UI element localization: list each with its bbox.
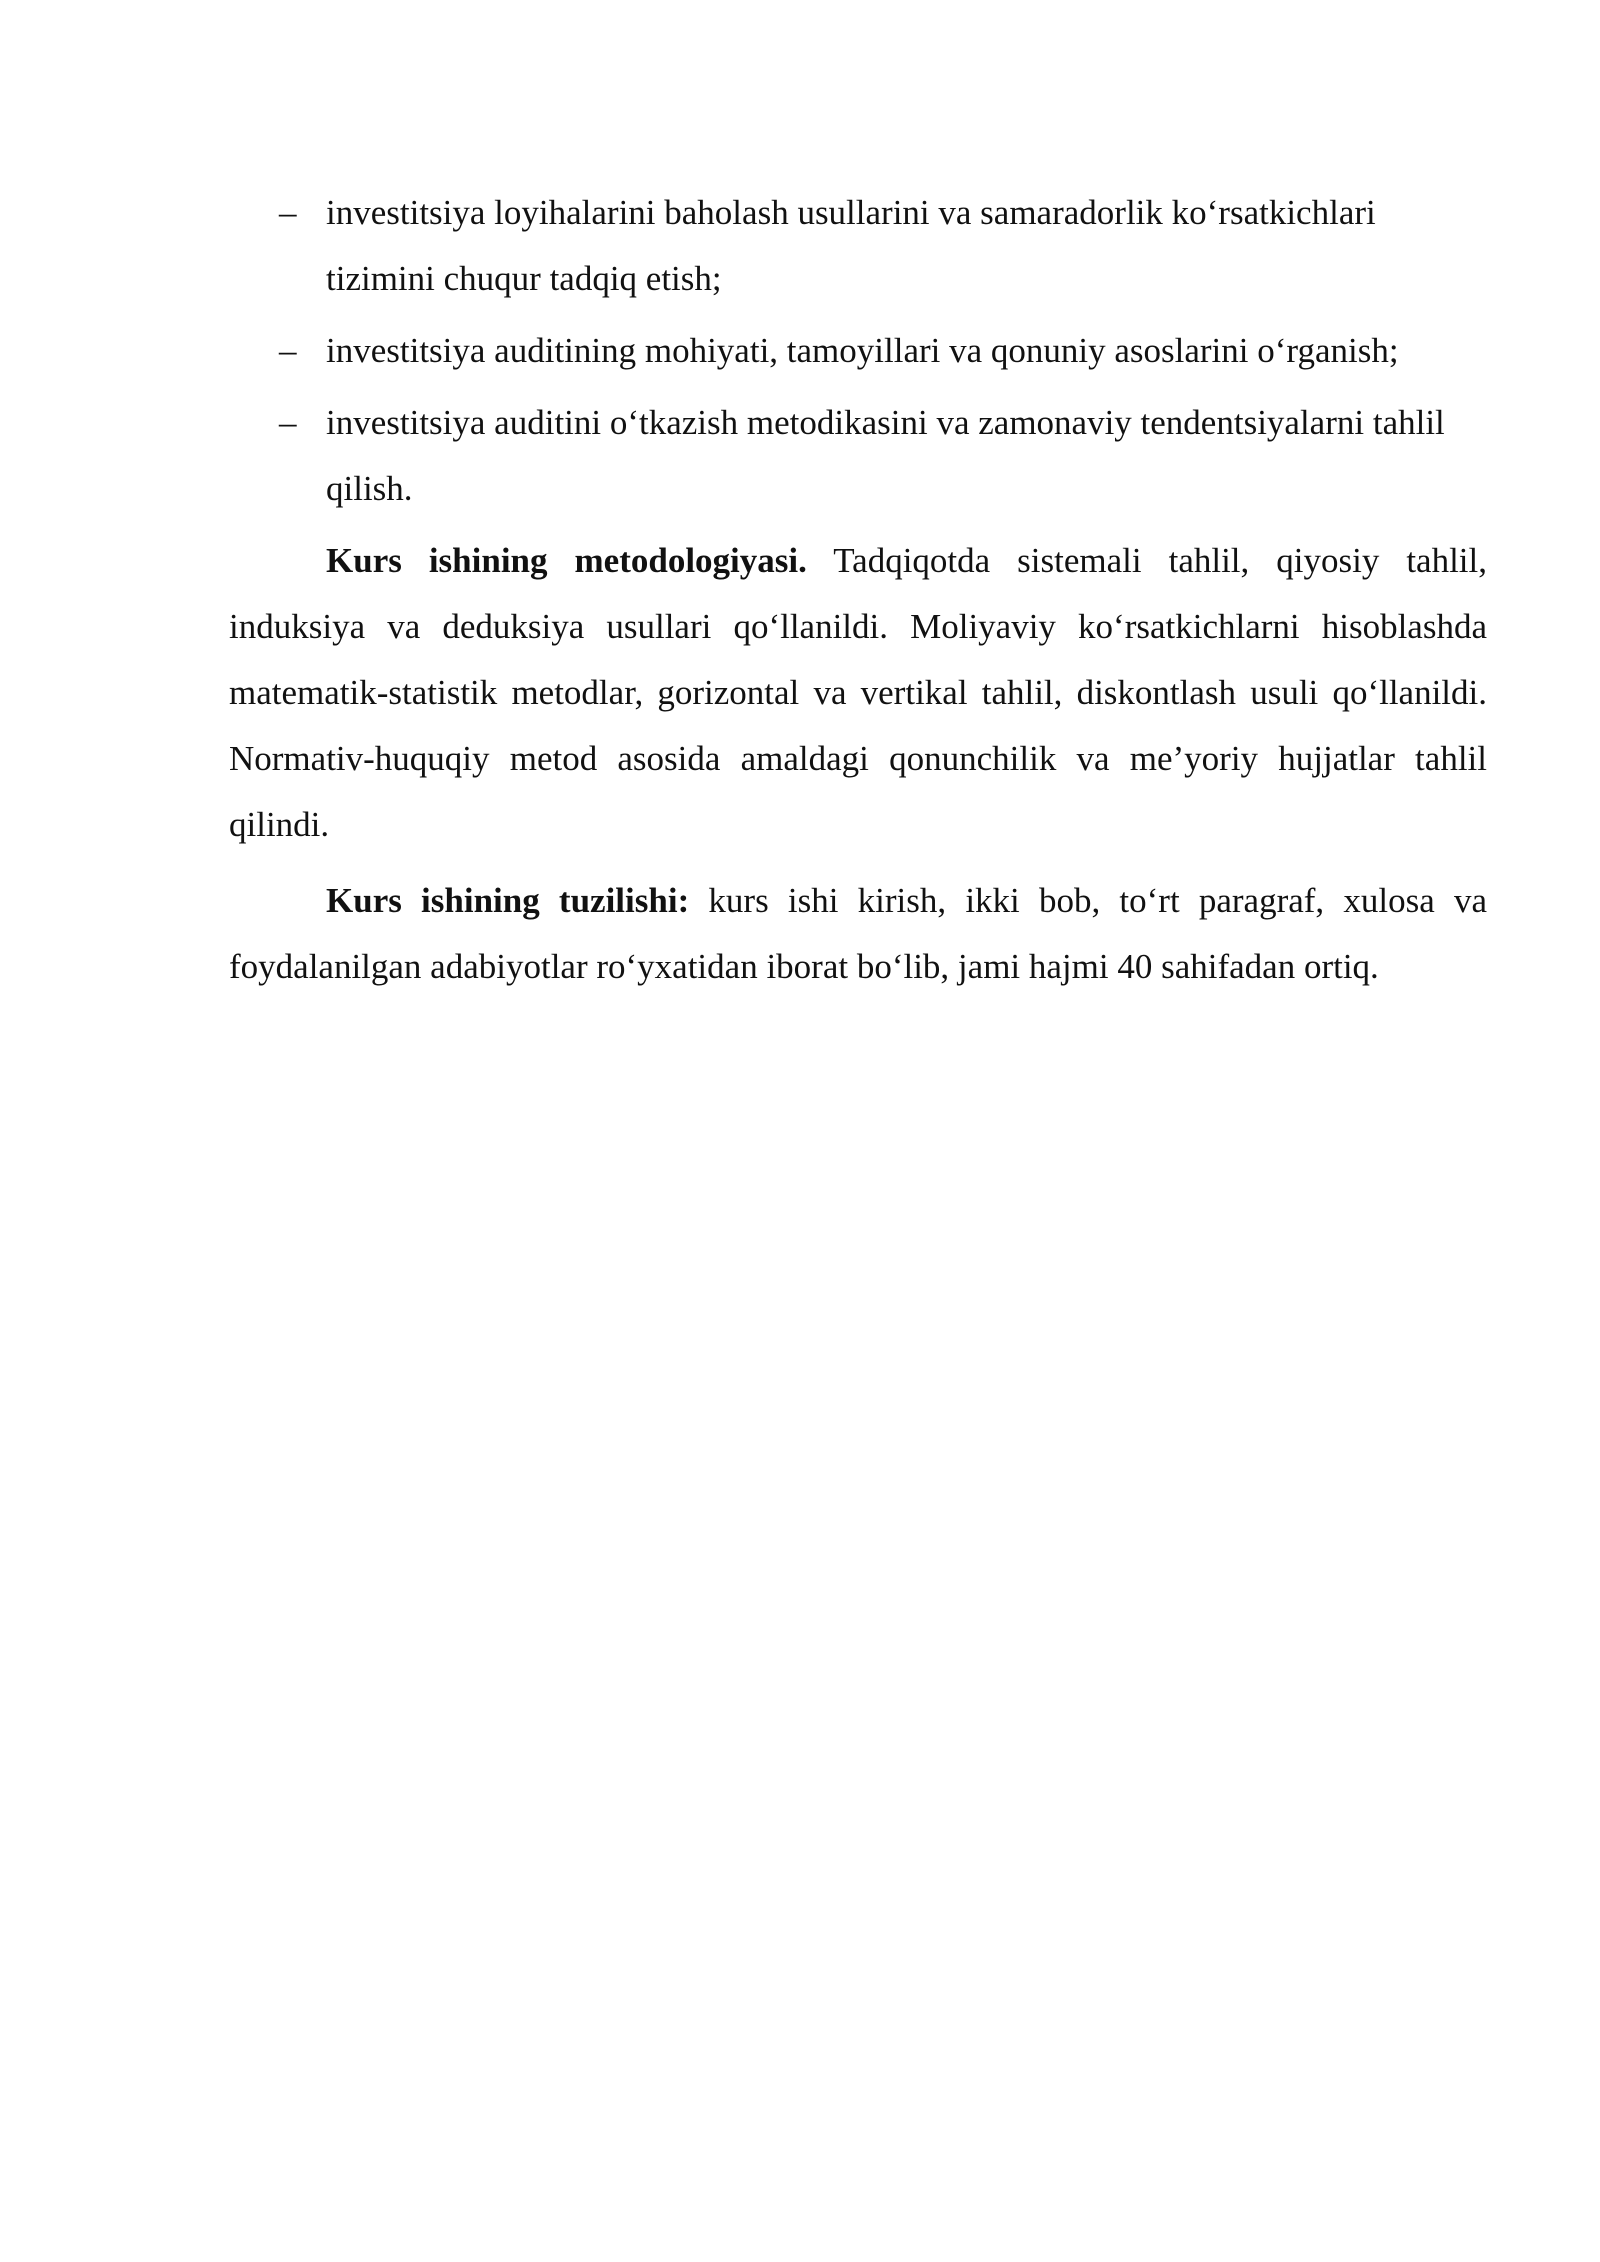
structure-text: kurs ishi kirish, ikki bob, to‘rt paragraf, xulosa va foydalanilgan adabiyotlar ro‘yxatidan iborat bo‘lib, jami hajmi 40 sahifadan ortiq. <box>229 881 1487 986</box>
objectives-list <box>229 180 1487 522</box>
methodology-text: Tadqiqotda sistemali tahlil, qiyosiy tahlil, induksiya va deduksiya usullari qo‘llanildi. Moliyaviy ko‘rsatkichlarni hisoblashda matematik-statistik metodlar, gorizontal va vertikal tahlil, diskontlash usuli qo‘llanildi. Normativ-huquqiy metod asosida amaldagi qonunchilik va me’yoriy hujjatlar tahlil qilindi. <box>229 541 1488 844</box>
structure-heading: Kurs ishining tuzilishi: <box>326 881 690 920</box>
list-item-text: investitsiya loyihalarini baholash usullarini va samaradorlik ko‘rsatkichlari tizimini chuqur tadqiq etish; <box>326 193 1376 298</box>
structure-paragraph <box>229 868 1487 1000</box>
list-item <box>229 180 1487 312</box>
list-item-text: investitsiya auditini o‘tkazish metodikasini va zamonaviy tendentsiyalarni tahlil qilish. <box>326 403 1445 508</box>
methodology-paragraph <box>229 528 1487 858</box>
list-item <box>229 318 1487 384</box>
list-item <box>229 390 1487 522</box>
dash-bullet: – <box>279 403 297 442</box>
dash-bullet: – <box>279 193 297 232</box>
page-content <box>229 180 1487 1000</box>
methodology-heading: Kurs ishining metodologiyasi. <box>326 541 807 580</box>
dash-bullet: – <box>279 331 297 370</box>
list-item-text: investitsiya auditining mohiyati, tamoyillari va qonuniy asoslarini o‘rganish; <box>326 331 1399 370</box>
